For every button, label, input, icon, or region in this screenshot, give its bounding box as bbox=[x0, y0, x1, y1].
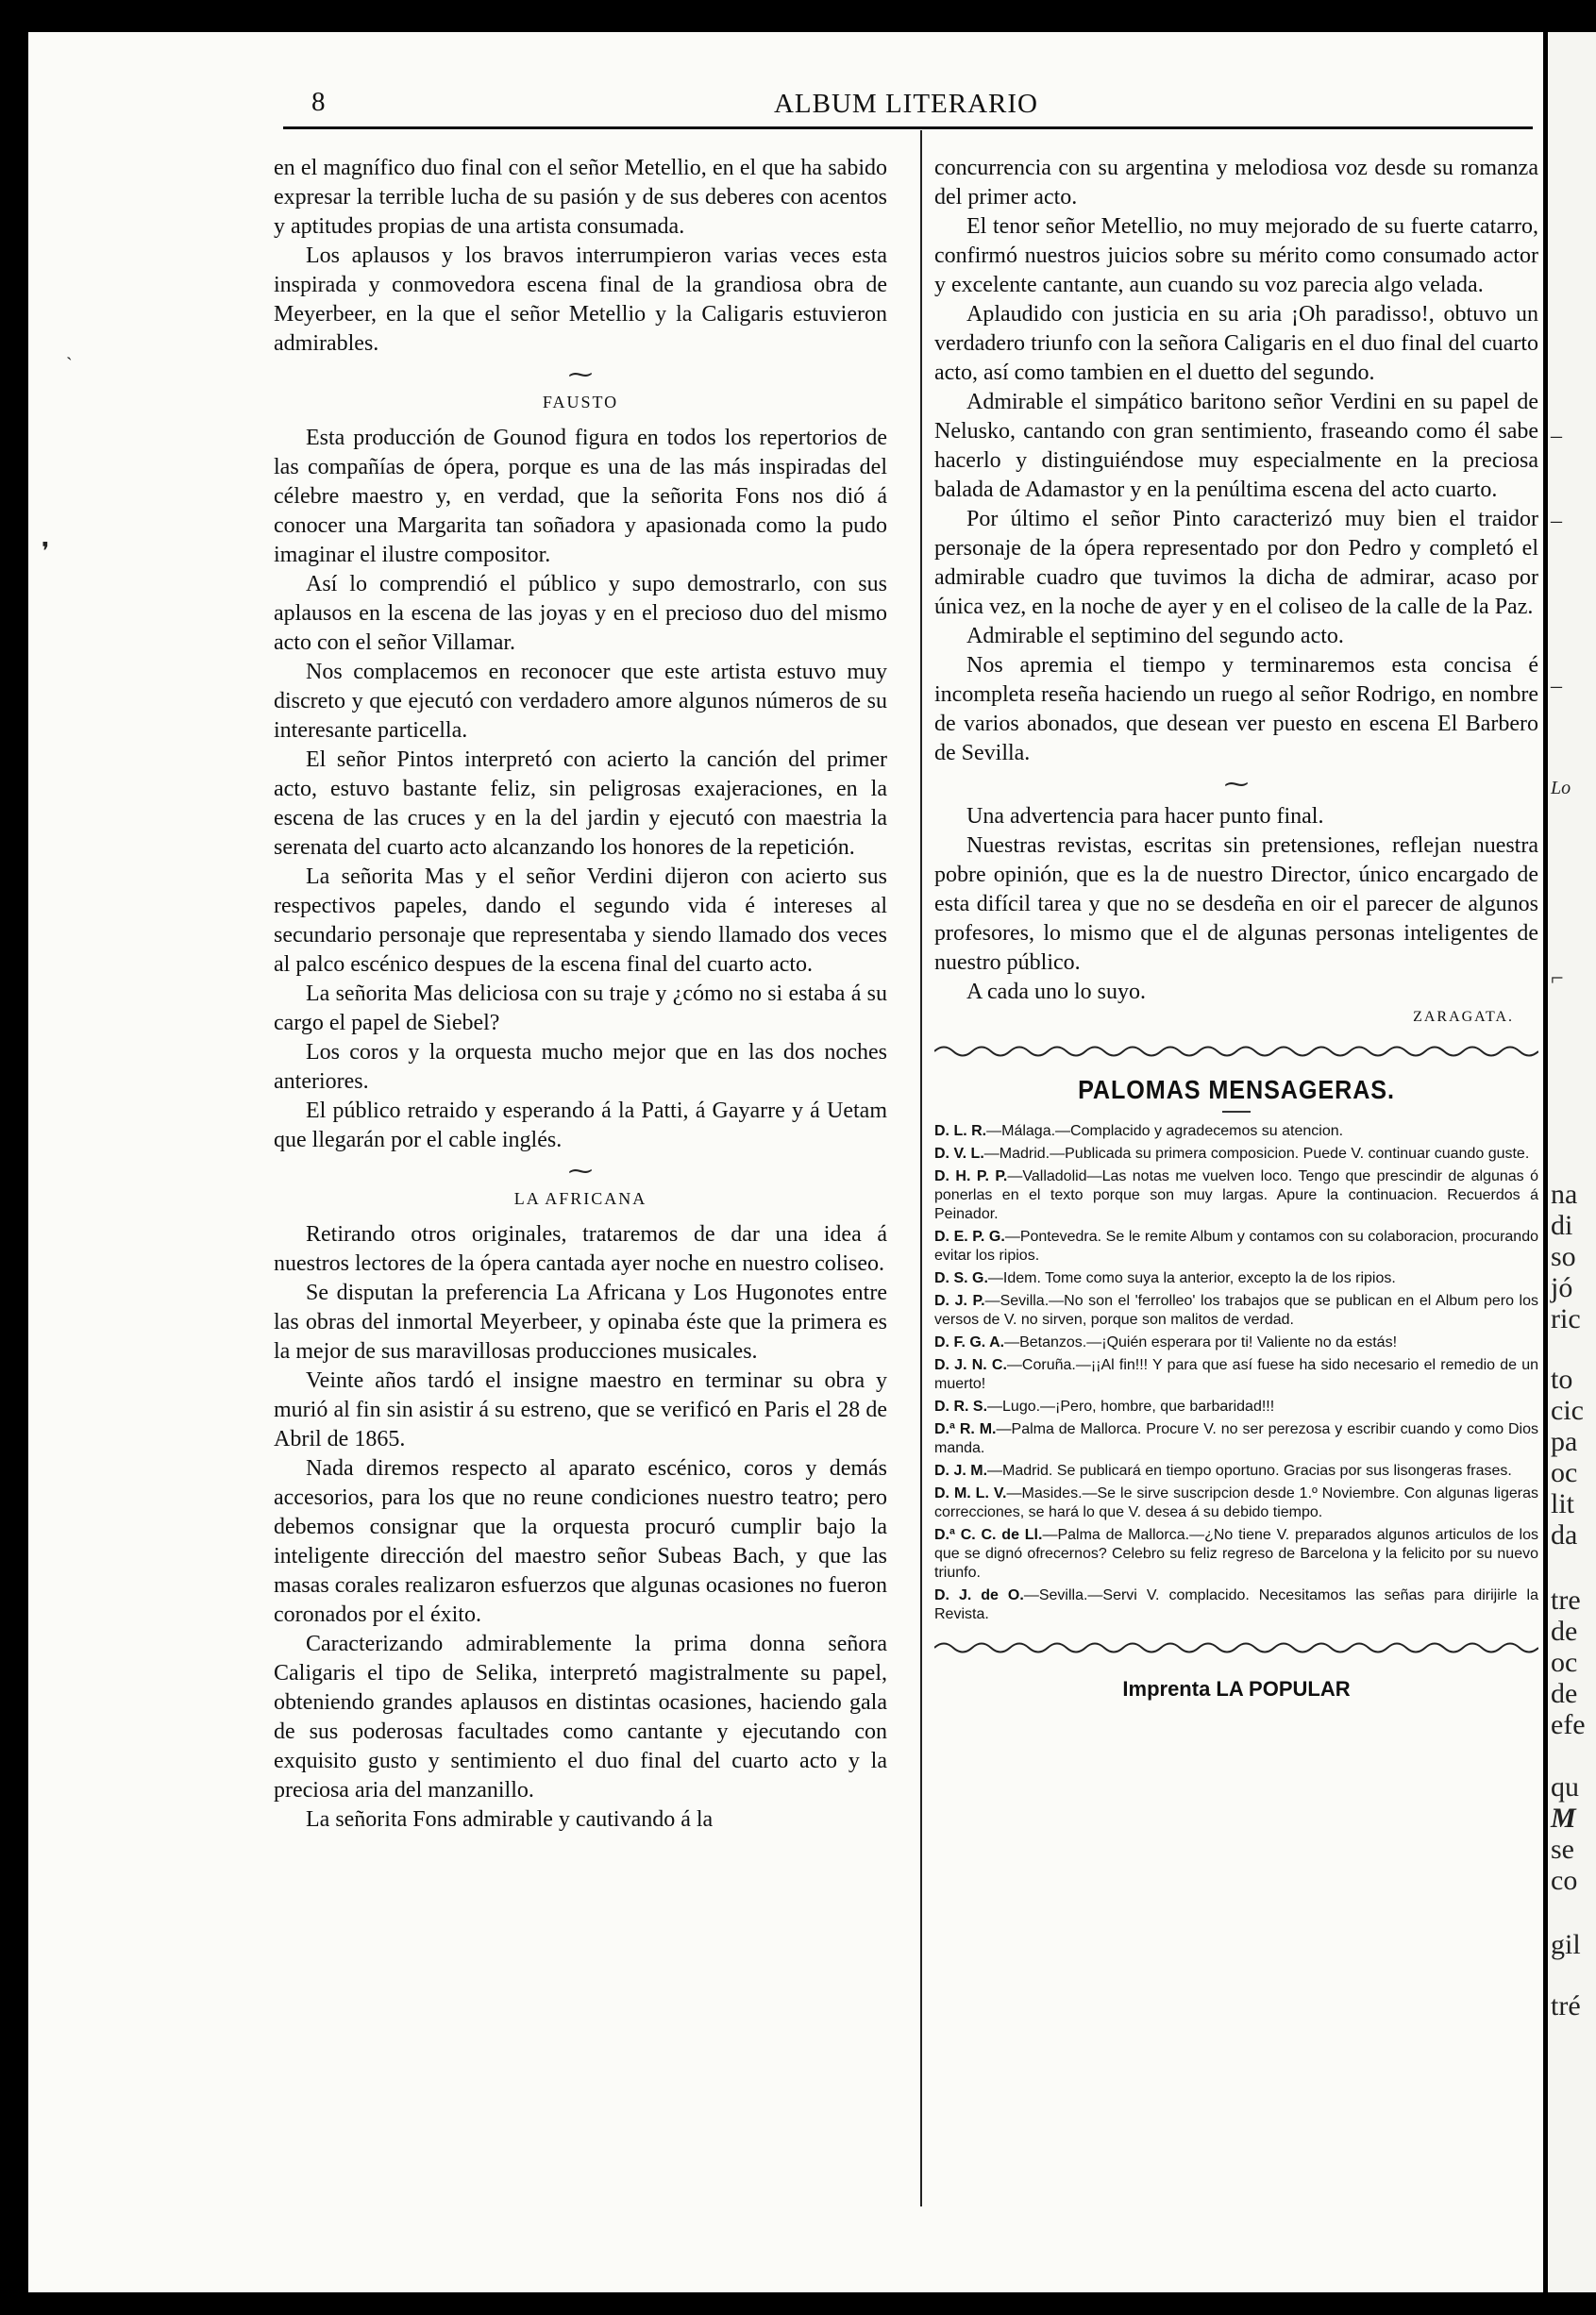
margin-fragment: ric bbox=[1551, 1303, 1581, 1334]
paragraph: Así lo comprendió el público y supo demostrarlo, con sus aplausos en la escena de las joyas y en el precioso duo del mismo acto con el señor Villamar. bbox=[274, 572, 887, 655]
paragraph: Los coros y la orquesta mucho mejor que en las dos noches anteriores. bbox=[274, 1040, 887, 1094]
paragraph: Nos apremia el tiempo y terminaremos esta concisa é incompleta reseña haciendo un ruego al señor Rodrigo, en nombre de varios abonados, que desean ver puesto en escena El Barbero de Sevilla. bbox=[934, 653, 1538, 765]
list-item: D. R. S.—Lugo.—¡Pero, hombre, que barbaridad!!! bbox=[934, 1399, 1275, 1415]
margin-fragment: co bbox=[1551, 1865, 1578, 1896]
wavy-rule bbox=[934, 1041, 1538, 1062]
margin-fragment: jó bbox=[1551, 1272, 1573, 1303]
list-item: D. H. P. P.—Valladolid—Las notas me vuelven loco. Tengo que prescindir de algunas ó ponerlas en el texto porque son muy largas. Apure la continuacion. Recuerdos á Peinador. bbox=[934, 1168, 1538, 1222]
list-item: D.ª C. C. de Ll.—Palma de Mallorca.—¿No tiene V. preparados algunos articulos de los que se dignó ofrecernos? Celebro su feliz regreso de Barcelona y la felicito por su nuevo triunfo. bbox=[934, 1527, 1539, 1581]
signature: ZARAGATA. bbox=[1413, 1009, 1514, 1025]
wavy-rule bbox=[934, 1637, 1538, 1658]
paragraph: El público retraido y esperando á la Patti, á Gayarre y á Uetam que llegarán por el cable inglés. bbox=[274, 1099, 887, 1152]
list-item: D. J. N. C.—Coruña.—¡¡Al fin!!! Y para que así fuese ha sido necesario el remedio de un muerto! bbox=[934, 1357, 1539, 1392]
paragraph: El señor Pintos interpretó con acierto la canción del primer acto, estuvo bastante feliz, sin peligrosas exajeraciones, en la escena de las cruces y en la del jardin y ejecutó con maestria la serenata del cuarto acto alcanzando los honores de la repetición. bbox=[274, 747, 887, 860]
journal-title: ALBUM LITERARIO bbox=[773, 89, 1038, 119]
list-item: D. J. M.—Madrid. Se publicará en tiempo oportuno. Gracias por sus lisongeras frases. bbox=[934, 1463, 1512, 1479]
paragraph: Se disputan la preferencia La Africana y Los Hugonotes entre las obras del inmortal Meyerbeer, y opinaba éste que la primera es la mejor de sus maravillosas producciones musicales. bbox=[274, 1281, 887, 1364]
list-item: D. E. P. G.—Pontevedra. Se le remite Album y contamos con su colaboracion, procurando evitar los ripios. bbox=[934, 1229, 1539, 1264]
list-item: D. F. G. A.—Betanzos.—¡Quién esperara por ti! Valiente no da estás! bbox=[934, 1334, 1398, 1350]
list-item: D. L. R.—Málaga.—Complacido y agradecemos su atencion. bbox=[934, 1123, 1344, 1139]
margin-fragment: M bbox=[1551, 1803, 1576, 1834]
margin-fragment: lit bbox=[1551, 1488, 1575, 1519]
column-divider bbox=[920, 130, 922, 2206]
list-item: D.ª R. M.—Palma de Mallorca. Procure V. no ser perezosa y escribir cuando y como Dios manda. bbox=[934, 1421, 1539, 1456]
ornament: ⁓ bbox=[1224, 770, 1249, 797]
list-item: D. V. L.—Madrid.—Publicada su primera composicion. Puede V. continuar cuando guste. bbox=[934, 1146, 1530, 1162]
margin-fragment: de bbox=[1551, 1616, 1578, 1647]
page-number: 8 bbox=[311, 87, 326, 117]
paragraph: A cada uno lo suyo. bbox=[966, 980, 1146, 1004]
paragraph: El tenor señor Metellio, no muy mejorado de su fuerte catarro, confirmó nuestros juicios sobre su mérito como consumado actor y excelente cantante, aun cuando su voz parecia algo velada. bbox=[934, 214, 1538, 297]
margin-fragment: de bbox=[1551, 1678, 1578, 1709]
paragraph: Por último el señor Pinto caracterizó muy bien el traidor personaje de la ópera representado por don Pedro y completó el admirable cuadro que tuvimos la dicha de admirar, acaso por única vez, en la noche de ayer y en el coliseo de la calle de la Paz. bbox=[934, 507, 1538, 619]
margin-fragment: Lo bbox=[1551, 778, 1571, 798]
list-item: D. M. L. V.—Masides.—Se le sirve suscripcion desde 1.º Noviembre. Con algunas ligeras correcciones, se hará lo que V. desea á su debido tiempo. bbox=[934, 1485, 1538, 1520]
margin-fragment: di bbox=[1551, 1210, 1573, 1241]
margin-fragment: tre bbox=[1551, 1585, 1581, 1616]
paragraph: Admirable el simpático baritono señor Verdini en su papel de Nelusko, cantando con gran sentimiento, fraseando como él sabe hacerlo y distinguiéndose muy especialmente en la preciosa balada de Adamastor y en la penúltima escena del acto cuarto. bbox=[934, 390, 1538, 502]
header-rule bbox=[283, 126, 1533, 129]
paragraph: La señorita Fons admirable y cautivando á la bbox=[306, 1807, 714, 1832]
paragraph: Admirable el septimino del segundo acto. bbox=[966, 624, 1344, 648]
margin-dash: – bbox=[1551, 509, 1562, 533]
margin-dash: ⌐ bbox=[1551, 966, 1564, 991]
margin-fragment: cic bbox=[1551, 1395, 1584, 1426]
palomas-title: PALOMAS MENSAGERAS. bbox=[1078, 1075, 1395, 1104]
adjacent-page-strip bbox=[1548, 32, 1596, 2292]
right-column bbox=[934, 154, 1538, 1702]
paragraph: Nos complacemos en reconocer que este artista estuvo muy discreto y que ejecutó con verdadero amore algunos números de su interesante particella. bbox=[274, 660, 887, 743]
paragraph: Caracterizando admirablemente la prima donna señora Caligaris el tipo de Selika, interpretó magistralmente su papel, obteniendo grandes aplausos en distintas ocasiones, haciendo gala de sus poderosas facultades como cantante y ejecutando con exquisito gusto y sentimiento el duo final del cuarto acto y la preciosa aria del manzanillo. bbox=[274, 1632, 887, 1803]
paragraph: concurrencia con su argentina y melodiosa voz desde su romanza del primer acto. bbox=[934, 156, 1538, 210]
printer-imprint: Imprenta LA POPULAR bbox=[1122, 1677, 1351, 1701]
margin-fragment: gil bbox=[1551, 1929, 1581, 1960]
margin-fragment: pa bbox=[1551, 1426, 1578, 1457]
palomas-notes bbox=[934, 1122, 1538, 1624]
list-item: D. J. de O.—Sevilla.—Servi V. complacido. Necesitamos las señas para dirijirle la Revista. bbox=[934, 1587, 1538, 1622]
ornament: ⁓ bbox=[568, 361, 593, 388]
paragraph: Nuestras revistas, escritas sin pretensiones, reflejan nuestra pobre opinión, que es la de nuestro Director, único encargado de esta difícil tarea y que no se desdeña en oir el parecer de algunos profesores, lo mismo que el de algunas personas inteligentes de nuestro público. bbox=[934, 833, 1538, 975]
margin-fragment: oc bbox=[1551, 1647, 1578, 1678]
paragraph: en el magnífico duo final con el señor Metellio, en el que ha sabido expresar la terrible lucha de su pasión y de sus deberes con acentos y aptitudes propias de una artista consumada. bbox=[274, 156, 887, 239]
section-title-africana: LA AFRICANA bbox=[513, 1189, 647, 1208]
paragraph: Los aplausos y los bravos interrumpieron varias veces esta inspirada y conmovedora escena final de la grandiosa obra de Meyerbeer, en la que el señor Metellio y la Caligaris estuvieron admirables. bbox=[274, 243, 887, 356]
margin-fragment: oc bbox=[1551, 1457, 1578, 1488]
margin-fragment: na bbox=[1551, 1179, 1578, 1210]
page-header bbox=[283, 87, 1529, 125]
list-item: D. J. P.—Sevilla.—No son el 'ferrolleo' los trabajos que se publican en el Album pero los versos de V. no sirven, porque son malitos de verdad. bbox=[934, 1293, 1539, 1328]
scan-mark: ❜ bbox=[42, 538, 50, 565]
margin-fragment: tré bbox=[1551, 1990, 1581, 2021]
paragraph: Una advertencia para hacer punto final. bbox=[966, 804, 1324, 829]
paragraph: Veinte años tardó el insigne maestro en terminar su obra y murió al fin sin asistir á su estreno, que se verificó en Paris el 28 de Abril de 1865. bbox=[274, 1368, 887, 1451]
margin-dash: – bbox=[1551, 424, 1562, 448]
paragraph: Esta producción de Gounod figura en todos los repertorios de las compañías de ópera, porque es una de las más inspiradas del célebre maestro y, en verdad, que la señorita Fons nos dió á conocer una Margarita tan soñadora y apasionada como la pudo imaginar el ilustre compositor. bbox=[274, 426, 887, 567]
paragraph: Aplaudido con justicia en su aria ¡Oh paradisso!, obtuvo un verdadero triunfo con la señora Caligaris en el duo final del cuarto acto, así como tambien en el duetto del segundo. bbox=[934, 302, 1538, 385]
margin-fragment: so bbox=[1551, 1241, 1576, 1272]
margin-fragment: efe bbox=[1551, 1709, 1586, 1740]
scan-mark: ˏ bbox=[66, 340, 73, 361]
ornament: ⁓ bbox=[568, 1157, 593, 1184]
margin-fragment: to bbox=[1551, 1364, 1573, 1395]
margin-dash: – bbox=[1551, 674, 1562, 698]
title-rule bbox=[1222, 1111, 1251, 1113]
margin-fragment: se bbox=[1551, 1834, 1574, 1865]
left-column bbox=[274, 154, 887, 1835]
list-item: D. S. G.—Idem. Tome como suya la anterior, excepto la de los ripios. bbox=[934, 1270, 1396, 1286]
paragraph: Retirando otros originales, trataremos de dar una idea á nuestros lectores de la ópera cantada ayer noche en nuestro coliseo. bbox=[274, 1222, 887, 1276]
paragraph: Nada diremos respecto al aparato escénico, coros y demás accesorios, para los que no reune condiciones nuestro teatro; pero debemos consignar que la orquesta procuró cumplir bajo la inteligente dirección del maestro señor Subeas Bach, y que las masas corales realizaron esfuerzos que algunas ocasiones no fueron coronados por el éxito. bbox=[274, 1456, 887, 1627]
margin-fragment: da bbox=[1551, 1519, 1578, 1551]
paragraph: La señorita Mas deliciosa con su traje y ¿cómo no si estaba á su cargo el papel de Siebel? bbox=[274, 981, 887, 1035]
paragraph: La señorita Mas y el señor Verdini dijeron con acierto sus respectivos papeles, dando el segundo vida é intereses al secundario personaje que representaba y siendo llamado dos veces al palco escénico despues de la escena final del cuarto acto. bbox=[274, 864, 887, 977]
section-title-fausto: FAUSTO bbox=[542, 393, 619, 411]
margin-fragment: qu bbox=[1551, 1771, 1579, 1803]
